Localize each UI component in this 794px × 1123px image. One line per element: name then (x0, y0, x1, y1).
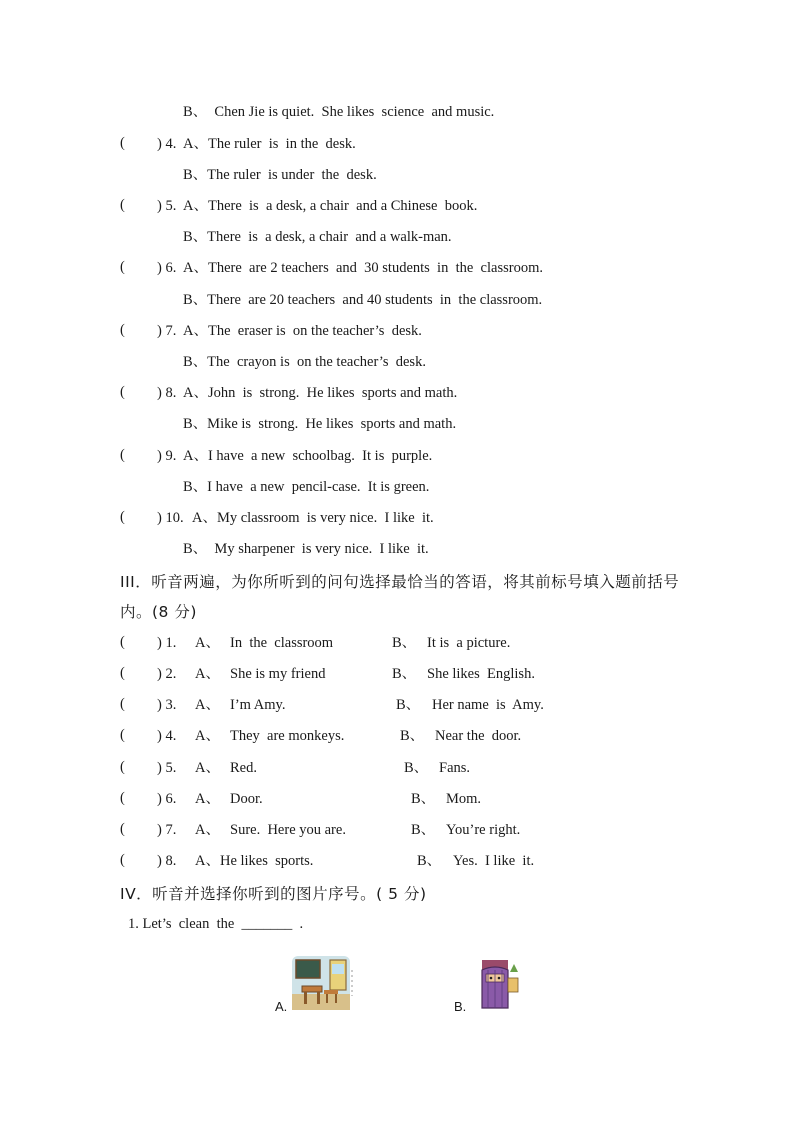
option-a-mark: A、 (195, 635, 220, 651)
answer-bracket[interactable]: ( (120, 322, 125, 338)
section-3-heading: III．听音两遍，为你所听到的问句选择最恰当的答语，将其前标号填入题前括号 (120, 573, 680, 591)
answer-bracket[interactable]: ( (120, 197, 125, 213)
answer-bracket[interactable]: ( (120, 665, 125, 681)
option-a: Door. (230, 791, 263, 807)
option-a-mark: A、 (195, 728, 220, 744)
answer-bracket[interactable]: ( (120, 727, 125, 743)
question-number: ) 2. (157, 666, 177, 682)
answer-bracket[interactable]: ( (120, 634, 125, 650)
option-a-mark: A、 (195, 697, 220, 713)
answer-bracket[interactable]: ( (120, 852, 125, 868)
answer-bracket[interactable]: ( (120, 821, 125, 837)
option-b-mark: B、 (396, 697, 421, 713)
question-number: ) 8. (157, 385, 177, 401)
option-b-mark: B、 (417, 853, 442, 869)
option-b-mark: B、 (411, 822, 436, 838)
question-number: ) 9. (157, 448, 177, 464)
option-b: Fans. (439, 760, 471, 776)
answer-bracket[interactable]: ( (120, 790, 125, 806)
question-number: ) 6. (157, 260, 177, 276)
option-b: You’re right. (446, 822, 521, 838)
option-a: A、The ruler is in the desk. (183, 136, 356, 152)
picture-a-label: A. (275, 999, 288, 1014)
curtain-picture[interactable] (478, 956, 522, 1012)
answer-bracket[interactable]: ( (120, 696, 125, 712)
option-a: Sure. Here you are. (230, 822, 346, 838)
option-b: B、There are 20 teachers and 40 students in the classroom. (183, 292, 543, 308)
option-a: They are monkeys. (230, 728, 345, 744)
option-b: B、Mike is strong. He likes sports and math. (183, 416, 457, 432)
option-a: Red. (230, 760, 257, 776)
option-a: I’m Amy. (230, 697, 286, 713)
question-number: ) 4. (157, 728, 177, 744)
question-number: ) 6. (157, 791, 177, 807)
option-b: It is a picture. (427, 635, 511, 651)
option-b: Near the door. (435, 728, 522, 744)
answer-bracket[interactable]: ( (120, 135, 125, 151)
option-b: Yes. I like it. (453, 853, 535, 869)
option-a-mark: A、 (195, 791, 220, 807)
question-number: ) 5. (157, 760, 177, 776)
answer-bracket[interactable]: ( (120, 447, 125, 463)
answer-bracket[interactable]: ( (120, 759, 125, 775)
option-b: She likes English. (427, 666, 535, 682)
option-b: B、The crayon is on the teacher’s desk. (183, 354, 426, 370)
option-a-mark: A、 (195, 666, 220, 682)
option-a: A、John is strong. He likes sports and math. (183, 385, 458, 401)
picture-b-label: B. (454, 999, 467, 1014)
question-number: ) 3. (157, 697, 177, 713)
option-b-mark: B、 (411, 791, 436, 807)
option-a: A、I have a new schoolbag. It is purple. (183, 448, 433, 464)
q3-option-b: B、 Chen Jie is quiet. She likes science and music. (183, 104, 495, 120)
question-number: ) 5. (157, 198, 177, 214)
option-b: B、The ruler is under the desk. (183, 167, 377, 183)
option-b: B、I have a new pencil-case. It is green. (183, 479, 430, 495)
option-a: A、My classroom is very nice. I like it. (192, 510, 434, 526)
question-number: ) 7. (157, 323, 177, 339)
option-a: In the classroom (230, 635, 334, 651)
option-a-mark: A、 (195, 822, 220, 838)
answer-bracket[interactable]: ( (120, 509, 125, 525)
question-number: ) 4. (157, 136, 177, 152)
option-a-mark: A、He likes sports. (195, 853, 314, 869)
option-b-mark: B、 (400, 728, 425, 744)
question-number: ) 10. (157, 510, 184, 526)
section-3-heading-cont: 内。(8 分) (120, 603, 197, 621)
question-number: ) 7. (157, 822, 177, 838)
section-4-question-1: 1. Let’s clean the _______ . (128, 916, 304, 932)
answer-bracket[interactable]: ( (120, 259, 125, 275)
option-b: B、 My sharpener is very nice. I like it. (183, 541, 429, 557)
option-b: Her name is Amy. (432, 697, 544, 713)
option-a-mark: A、 (195, 760, 220, 776)
option-a: A、There is a desk, a chair and a Chinese book. (183, 198, 478, 214)
classroom-picture[interactable] (292, 956, 354, 1010)
section-4-heading: IV．听音并选择你听到的图片序号。( 5 分) (120, 885, 427, 903)
option-a: A、The eraser is on the teacher’s desk. (183, 323, 422, 339)
option-b-mark: B、 (392, 666, 417, 682)
option-b-mark: B、 (404, 760, 429, 776)
option-a: A、There are 2 teachers and 30 students in the classroom. (183, 260, 543, 276)
option-a: She is my friend (230, 666, 326, 682)
answer-bracket[interactable]: ( (120, 384, 125, 400)
option-b: B、There is a desk, a chair and a walk-man. (183, 229, 452, 245)
question-number: ) 8. (157, 853, 177, 869)
option-b-mark: B、 (392, 635, 417, 651)
option-b: Mom. (446, 791, 482, 807)
question-number: ) 1. (157, 635, 177, 651)
